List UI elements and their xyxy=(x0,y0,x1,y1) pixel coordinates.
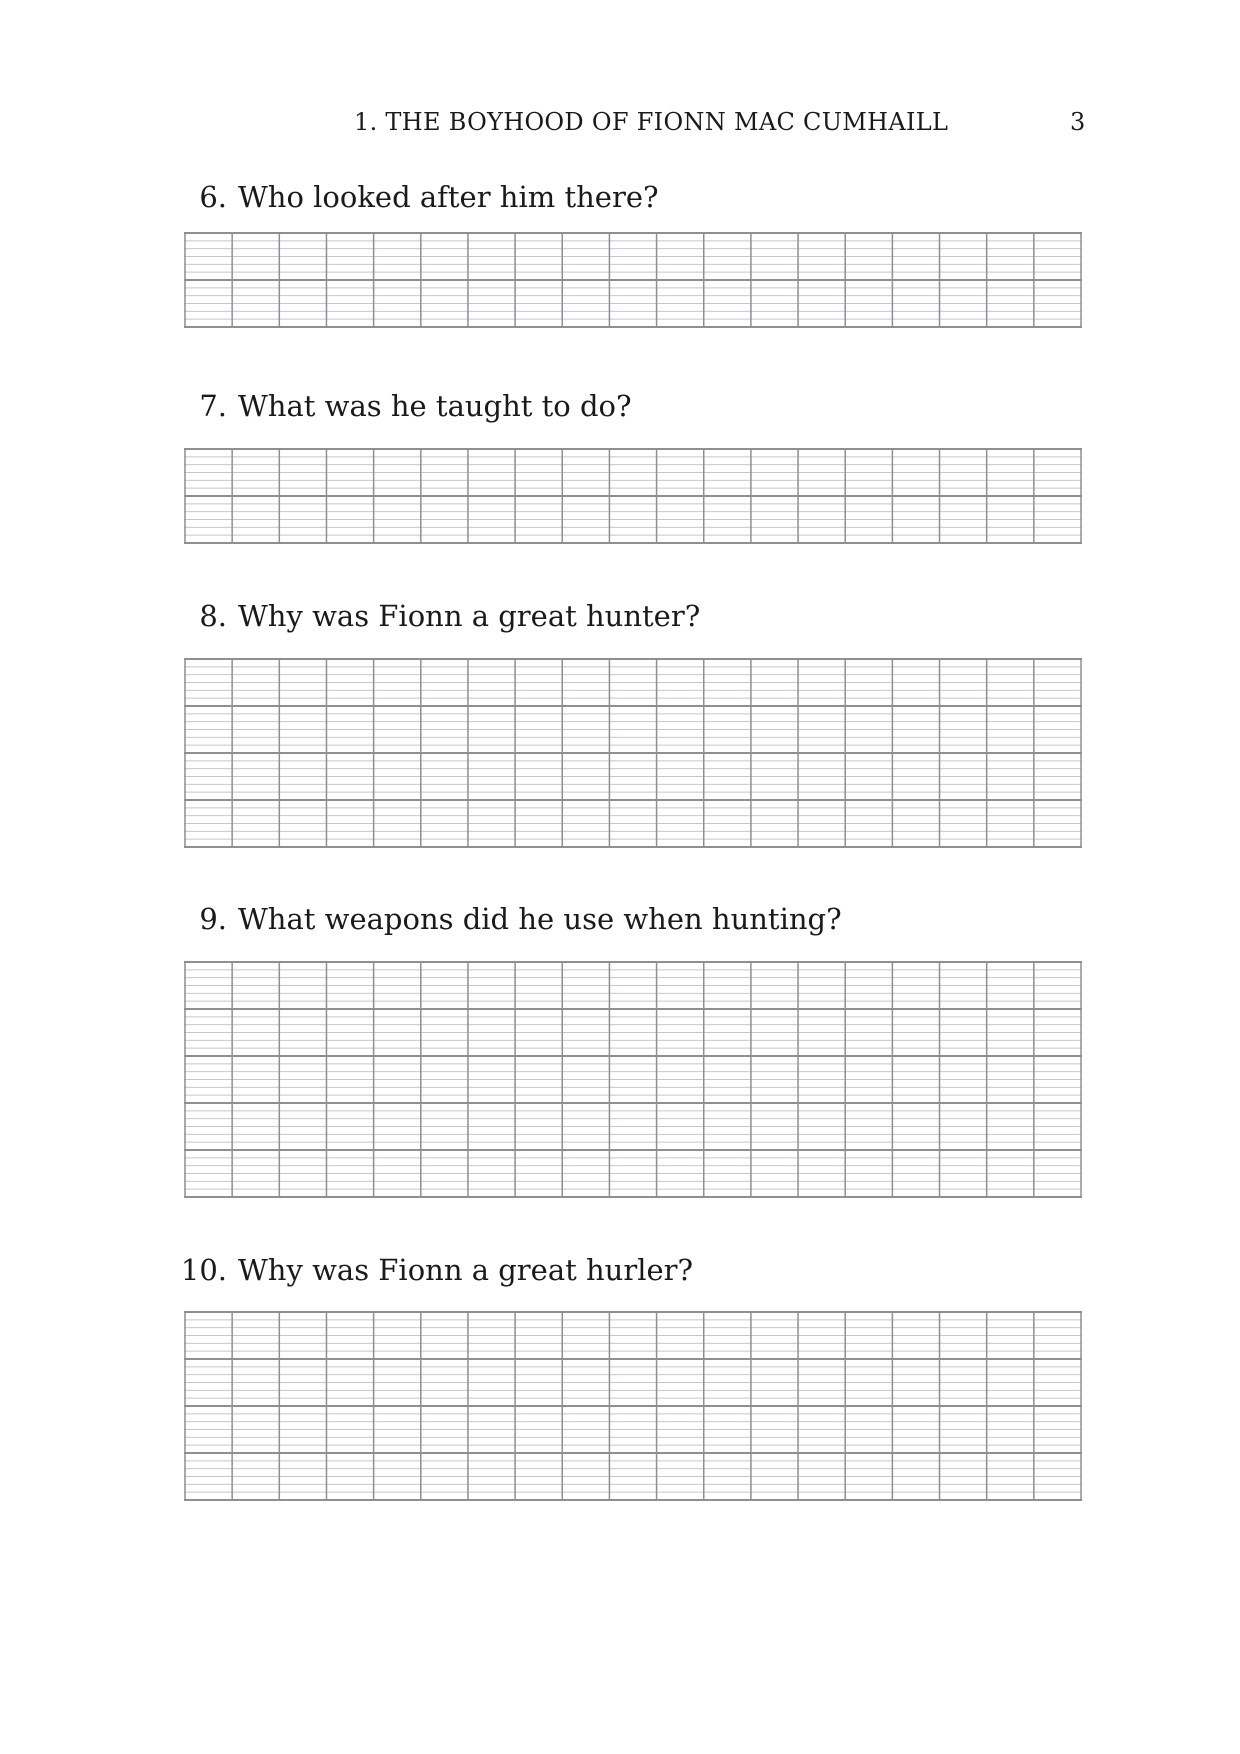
grid-lines xyxy=(184,961,1082,1198)
grid-lines xyxy=(184,232,1082,328)
answer-grid-q8[interactable] xyxy=(184,658,1082,848)
running-head xyxy=(0,108,1240,138)
answer-grid-q9[interactable] xyxy=(184,961,1082,1198)
chapter-title: 1. THE BOYHOOD OF FIONN MAC CUMHAILL xyxy=(354,108,949,136)
question-text: What weapons did he use when hunting? xyxy=(238,902,842,936)
question-text: Why was Fionn a great hurler? xyxy=(238,1253,694,1287)
question-number: 10. xyxy=(180,1253,227,1287)
question-number: 8. xyxy=(199,599,227,633)
page-number: 3 xyxy=(1070,108,1086,136)
question-text: What was he taught to do? xyxy=(238,389,632,423)
answer-grid-q7[interactable] xyxy=(184,448,1082,544)
grid-lines xyxy=(184,1311,1082,1501)
answer-grid-q6[interactable] xyxy=(184,232,1082,328)
question-text: Why was Fionn a great hunter? xyxy=(238,599,701,633)
answer-grid-q10[interactable] xyxy=(184,1311,1082,1501)
question-text: Who looked after him there? xyxy=(238,180,659,214)
question-number: 7. xyxy=(199,389,227,423)
grid-lines xyxy=(184,658,1082,848)
question-number: 9. xyxy=(199,902,227,936)
question-number: 6. xyxy=(199,180,227,214)
grid-lines xyxy=(184,448,1082,544)
